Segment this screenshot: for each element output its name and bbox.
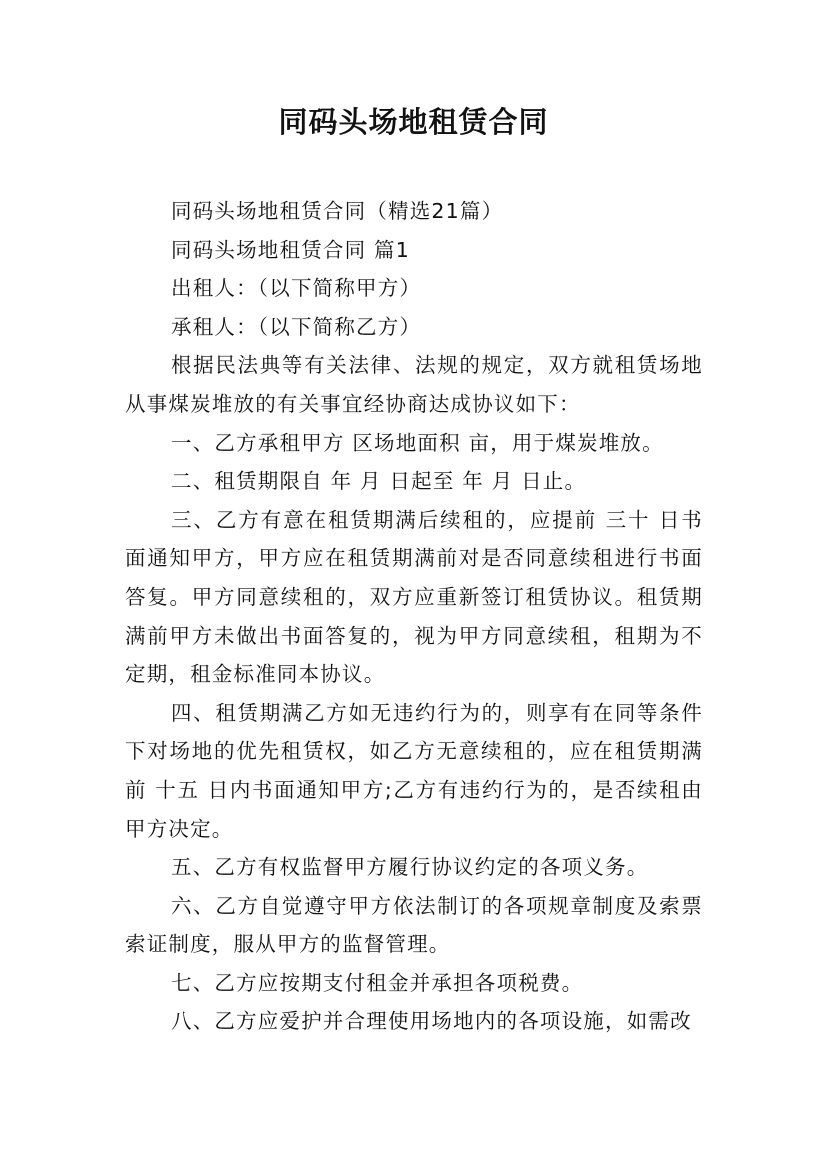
paragraph-clause-8: 八、乙方应爱护并合理使用场地内的各项设施，如需改 (171, 1009, 692, 1034)
paragraph-clause-7: 七、乙方应按期支付租金并承担各项税费。 (171, 970, 584, 995)
paragraph-lessor: 出租人：（以下简称甲方） (171, 276, 422, 301)
paragraph-preamble: 根据民法典等有关法律、法规的规定，双方就租赁场地从事煤炭堆放的有关事宜经协商达成协议如下： (125, 353, 703, 416)
document-body (125, 192, 703, 1041)
paragraph-clause-4: 四、租赁期满乙方如无违约行为的，则享有在同等条件下对场地的优先租赁权，如乙方无意续租的，应在租赁期满前 十五 日内书面通知甲方;乙方有违约行为的，是否续租由甲方决定。 (125, 700, 703, 841)
paragraph-clause-2: 二、租赁期限自 年 月 日起至 年 月 日止。 (171, 469, 587, 494)
paragraph-subtitle: 同码头场地租赁合同（精选21篇） (171, 199, 504, 223)
paragraph-lessee: 承租人：（以下简称乙方） (171, 314, 422, 339)
paragraph-clause-5: 五、乙方有权监督甲方履行协议约定的各项义务。 (171, 855, 649, 880)
paragraph-clause-1: 一、乙方承租甲方 区场地面积 亩，用于煤炭堆放。 (171, 430, 664, 455)
paragraph-clause-3: 三、乙方有意在租赁期满后续租的，应提前 三十 日书面通知甲方，甲方应在租赁期满前对是否同意续租进行书面答复。甲方同意续租的，双方应重新签订租赁协议。租赁期满前甲方未做出书面答复的，视为甲方同意续租，租期为不定期，租金标准同本协议。 (125, 507, 703, 687)
document-title: 同码头场地租赁合同 (278, 105, 549, 139)
paragraph-clause-6: 六、乙方自觉遵守甲方依法制订的各项规章制度及索票索证制度，服从甲方的监督管理。 (125, 893, 703, 957)
paragraph-section-heading: 同码头场地租赁合同 篇1 (171, 237, 410, 262)
